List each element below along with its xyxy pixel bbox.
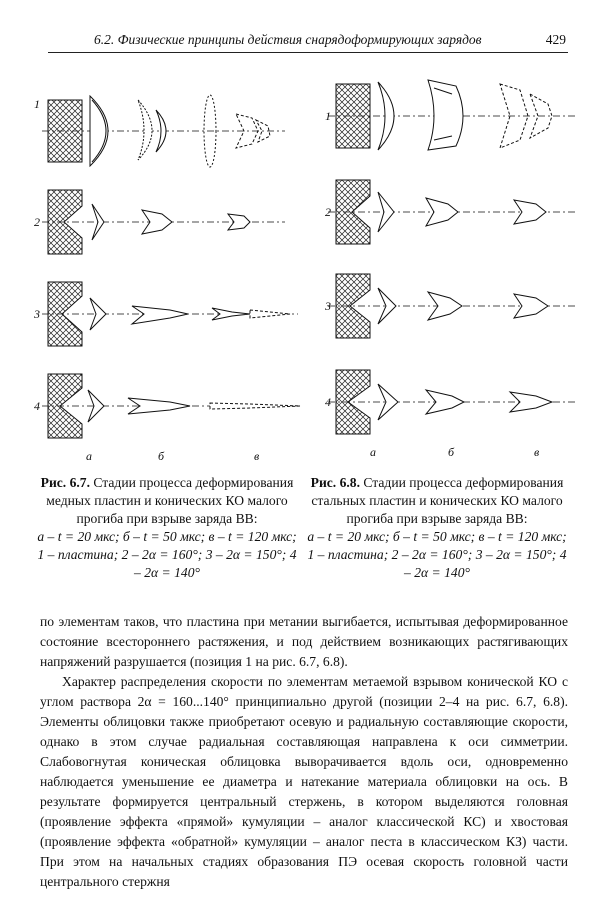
fig67-row-label-4: 4 bbox=[34, 399, 40, 413]
running-title: 6.2. Физические принципы действия снарядоформирующих зарядов bbox=[94, 32, 482, 47]
fig67-row-label-3: 3 bbox=[34, 307, 40, 321]
fig67-row3 bbox=[42, 282, 298, 346]
fig67-col-label-v: в bbox=[254, 449, 260, 463]
caption-fig-6-8-text: Стадии процесса деформирования стальных пластин и конических КО малого прогиба при взрыве заряда ВВ: bbox=[311, 475, 564, 526]
fig68-row4 bbox=[328, 370, 575, 434]
fig67-row-label-2: 2 bbox=[34, 215, 40, 229]
caption-fig-6-7-text: Стадии процесса деформирования медных пластин и конических КО малого прогиба при взрыве заряда ВВ: bbox=[46, 475, 294, 526]
fig67-col-label-b: б bbox=[158, 449, 165, 463]
fig68-col-label-v: в bbox=[534, 445, 540, 459]
paragraph-2: Характер распределения скорости по элементам метаемой взрывом конической КО с углом раствора 2α = 160...140° принципиально другой (позиции 2–4 на рис. 6.7, 6.8). Элементы облицовки также приобретают осевую и радиальную составляющие скорости, однако в этом случае радиальная составляющая направлена к оси симметрии. Слабовогнутая коническая облицовка выворачивается вдоль оси, одновременно наблюдается уменьшение ее диаметра и натекание материала облицовки на ось. В результате формируется центральный стержень, в котором выделяются головная (проявление эффекта «прямой» кумуляции – аналог классической КС) и хвостовая (проявление эффекта «обратной» кумуляции – аналог песта в классическом КЗ) части. При этом на начальных стадиях образования ПЭ осевая скорость головной части центрального стержня bbox=[40, 674, 568, 889]
fig67-row1 bbox=[42, 95, 285, 167]
fig68-row2 bbox=[328, 180, 575, 244]
running-header bbox=[48, 30, 568, 53]
figures-6-7-6-8 bbox=[0, 60, 600, 470]
caption-fig-6-8-number: Рис. 6.8. bbox=[310, 475, 360, 490]
body-text bbox=[40, 612, 568, 892]
fig67-row2 bbox=[42, 190, 285, 254]
page-number: 429 bbox=[545, 32, 566, 47]
paragraph-1: по элементам таков, что пластина при метании выгибается, испытывая деформированное состояние всестороннего растяжения, и под действием возникающих растягивающих напряжений разрушается (позиция 1 на рис. 6.7, 6.8). bbox=[40, 614, 568, 669]
fig67-row-label-1: 1 bbox=[34, 97, 40, 111]
caption-fig-6-7-legend: а – t = 20 мкс; б – t = 50 мкс; в – t = 120 мкс; 1 – пластина; 2 – 2α = 160°; 3 – 2α = 150°; 4 – 2α = 140° bbox=[37, 529, 297, 580]
fig68-row-label-1: 1 bbox=[325, 109, 331, 123]
fig68-col-label-a: а bbox=[370, 445, 376, 459]
caption-fig-6-8-legend: а – t = 20 мкс; б – t = 50 мкс; в – t = 120 мкс; 1 – пластина; 2 – 2α = 160°; 3 – 2α = 150°; 4 – 2α = 140° bbox=[307, 529, 567, 580]
caption-fig-6-8 bbox=[306, 474, 568, 582]
fig67-col-label-a: а bbox=[86, 449, 92, 463]
fig68-col-label-b: б bbox=[448, 445, 455, 459]
fig68-row1 bbox=[328, 80, 575, 150]
fig68-row3 bbox=[328, 274, 575, 338]
fig67-row4 bbox=[42, 374, 300, 438]
caption-fig-6-7 bbox=[36, 474, 298, 582]
fig68-row-label-3: 3 bbox=[325, 299, 331, 313]
fig68-row-label-2: 2 bbox=[325, 205, 331, 219]
fig68-row-label-4: 4 bbox=[325, 395, 331, 409]
caption-fig-6-7-number: Рис. 6.7. bbox=[40, 475, 90, 490]
